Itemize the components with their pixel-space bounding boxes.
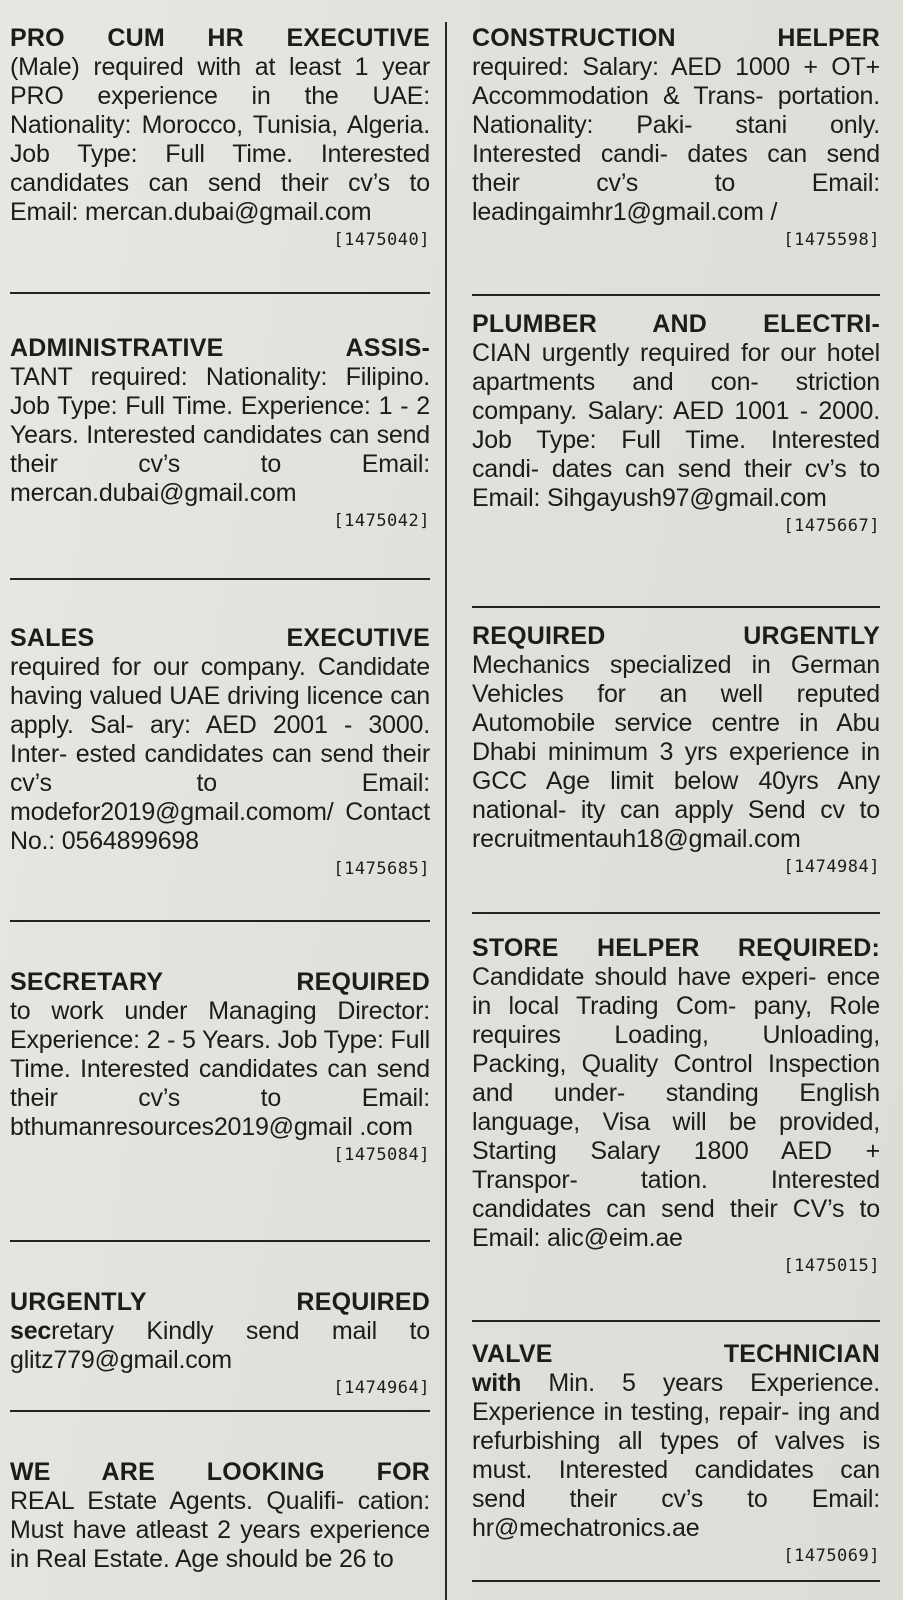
ad-divider [10,1410,430,1412]
ad-real-estate-agents [10,1458,430,1574]
ad-store-helper [472,934,880,1277]
ad-heading: VALVE TECHNICIAN [472,1340,880,1368]
ad-divider [10,920,430,922]
ad-reference-number: [1475084] [333,1145,430,1165]
ad-divider [10,292,430,294]
ad-lead-bold: sec [10,1317,52,1345]
ad-plumber-electrician [472,310,880,537]
ad-heading: CONSTRUCTION HELPER [472,24,880,52]
ad-body: required: Salary: AED 1000 + OT+ Accommodation & Trans- portation. Nationality: Paki- stani only. Interested candi- dates can send their cv’s to Email: leadingaimhr1@gmail.com / [472,53,880,226]
ad-reference-number: [1475685] [333,859,430,879]
ad-sales-executive [10,624,430,880]
ad-reference-number: [1475015] [783,1256,880,1276]
column-divider [445,22,447,1600]
ad-divider [472,912,880,914]
ad-body: required for our company. Candidate having valued UAE driving licence can apply. Sal- ary: AED 2001 - 3000. Inter- ested candidates can send their cv’s to Email: modefor2019@gmail.comom/ Contact No.: 0564899698 [10,653,430,855]
ad-valve-technician [472,1340,880,1567]
ad-divider [472,1580,880,1582]
ad-divider [10,578,430,580]
ad-heading: STORE HELPER REQUIRED: [472,934,880,962]
ad-divider [472,606,880,608]
ad-body: retary Kindly send mail to glitz779@gmail.com [10,1317,430,1374]
ad-body: CIAN urgently required for our hotel apartments and con- striction company. Salary: AED 1001 - 2000. Job Type: Full Time. Interested candi- dates can send their cv’s to Email: Sihgayush97@gmail.com [472,339,880,512]
ad-body: TANT required: Nationality: Filipino. Job Type: Full Time. Experience: 1 - 2 Years. Interested candidates can send their cv’s to Email: mercan.dubai@gmail.com [10,363,430,507]
ad-lead-bold: with [472,1369,522,1397]
ad-reference-number: [1474984] [783,857,880,877]
ad-reference-number: [1475598] [783,230,880,250]
ad-body: to work under Managing Director: Experience: 2 - 5 Years. Job Type: Full Time. Interested candidates can send their cv’s to Email: bthumanresources2019@gmail .com [10,997,430,1141]
ad-divider [472,294,880,296]
ad-heading: PRO CUM HR EXECUTIVE [10,24,430,52]
ad-heading: REQUIRED URGENTLY [472,622,880,650]
ad-reference-number: [1475042] [333,511,430,531]
ad-heading: SECRETARY REQUIRED [10,968,430,996]
ad-heading: URGENTLY REQUIRED [10,1288,430,1316]
ad-heading: SALES EXECUTIVE [10,624,430,652]
ad-required-urgently-mechanics [472,622,880,878]
ad-reference-number: [1475069] [783,1546,880,1566]
ad-heading: ADMINISTRATIVE ASSIS- [10,334,430,362]
ad-pro-hr-executive [10,24,430,251]
ad-body: REAL Estate Agents. Qualifi- cation: Must have atleast 2 years experience in Real Estate. Age should be 26 to [10,1487,430,1573]
ad-body: (Male) required with at least 1 year PRO experience in the UAE: Nationality: Morocco, Tunisia, Algeria. Job Type: Full Time. Interested candidates can send their cv’s to Email: mercan.dubai@gmail.com [10,53,430,226]
ad-urgently-required-secretary [10,1288,430,1399]
ad-body: Candidate should have experi- ence in local Trading Com- pany, Role requires Loading, Unloading, Packing, Quality Control Inspection and under- standing English language, Visa will be provided, Starting Salary 1800 AED + Transpor- tation. Interested candidates can send their CV’s to Email: alic@eim.ae [472,963,880,1252]
ad-administrative-assistant [10,334,430,532]
ad-divider [10,1240,430,1242]
ad-body: Min. 5 years Experience. Experience in testing, repair- ing and refurbishing all types of valves is must. Interested candidates can send their cv’s to Email: hr@mechatronics.ae [472,1369,881,1542]
ad-construction-helper [472,24,880,251]
ad-reference-number: [1475040] [333,230,430,250]
ad-reference-number: [1474964] [333,1378,430,1398]
ad-body: Mechanics specialized in German Vehicles for an well reputed Automobile service centre in Abu Dhabi minimum 3 yrs experience in GCC Age limit below 40yrs Any national- ity can apply Send cv to recruitmentauh18@gmail.com [472,651,880,853]
ad-heading: PLUMBER AND ELECTRI- [472,310,880,338]
ad-reference-number: [1475667] [783,516,880,536]
ad-secretary-required [10,968,430,1166]
ad-divider [472,1320,880,1322]
ad-heading: WE ARE LOOKING FOR [10,1458,430,1486]
